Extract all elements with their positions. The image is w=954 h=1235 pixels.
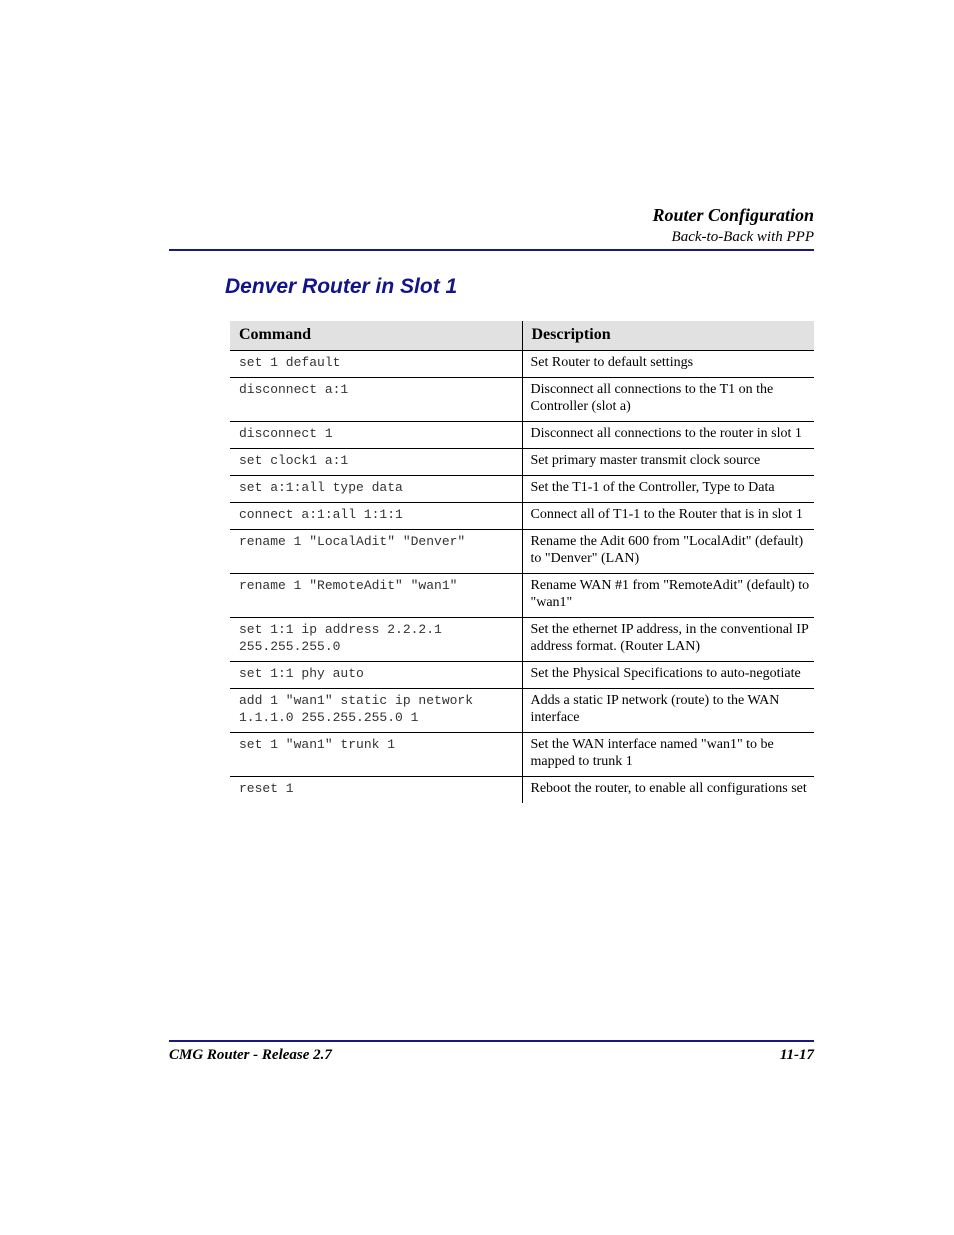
description-cell: Disconnect all connections to the router in slot 1	[522, 422, 814, 449]
header-title: Router Configuration	[652, 205, 814, 225]
command-cell: set 1:1 phy auto	[230, 662, 522, 689]
table-row	[230, 503, 814, 530]
column-header-command: Command	[230, 321, 522, 351]
description-cell: Set the T1-1 of the Controller, Type to Data	[522, 476, 814, 503]
command-cell: add 1 "wan1" static ip network 1.1.1.0 255.255.255.0 1	[230, 689, 522, 733]
column-header-description: Description	[522, 321, 814, 351]
description-cell: Rename WAN #1 from "RemoteAdit" (default) to "wan1"	[522, 574, 814, 618]
command-cell: set a:1:all type data	[230, 476, 522, 503]
footer-rule	[169, 1040, 814, 1042]
command-cell: set clock1 a:1	[230, 449, 522, 476]
description-cell: Set the ethernet IP address, in the conventional IP address format. (Router LAN)	[522, 618, 814, 662]
command-cell: connect a:1:all 1:1:1	[230, 503, 522, 530]
description-cell: Reboot the router, to enable all configurations set	[522, 777, 814, 804]
description-cell: Adds a static IP network (route) to the WAN interface	[522, 689, 814, 733]
command-cell: disconnect 1	[230, 422, 522, 449]
footer-page-number: 11-17	[779, 1047, 814, 1063]
description-cell: Connect all of T1-1 to the Router that is in slot 1	[522, 503, 814, 530]
table-header-row	[230, 321, 814, 351]
table-row	[230, 351, 814, 378]
command-cell: set 1 default	[230, 351, 522, 378]
table-row	[230, 662, 814, 689]
footer-product: CMG Router - Release 2.7	[169, 1047, 332, 1063]
table-row	[230, 618, 814, 662]
description-cell: Set primary master transmit clock source	[522, 449, 814, 476]
header-rule	[169, 249, 814, 251]
command-cell: reset 1	[239, 781, 294, 796]
command-cell: set 1 "wan1" trunk 1	[230, 733, 522, 777]
section-title: Denver Router in Slot 1	[225, 275, 458, 298]
table-row	[230, 449, 814, 476]
table-row	[230, 689, 814, 733]
table-row	[230, 530, 814, 574]
table-row	[230, 378, 814, 422]
description-cell: Rename the Adit 600 from "LocalAdit" (default) to "Denver" (LAN)	[522, 530, 814, 574]
command-cell: disconnect a:1	[230, 378, 522, 422]
command-cell: rename 1 "LocalAdit" "Denver"	[230, 530, 522, 574]
description-cell: Disconnect all connections to the T1 on the Controller (slot a)	[522, 378, 814, 422]
command-cell: rename 1 "RemoteAdit" "wan1"	[230, 574, 522, 618]
table-row	[230, 422, 814, 449]
table-row	[230, 733, 814, 777]
command-table	[230, 321, 814, 803]
table-row	[230, 777, 814, 804]
page-header	[169, 204, 814, 247]
description-cell: Set the Physical Specifications to auto-negotiate	[522, 662, 814, 689]
description-cell: Set the WAN interface named "wan1" to be mapped to trunk 1	[522, 733, 814, 777]
header-subtitle: Back-to-Back with PPP	[671, 229, 814, 245]
table-row	[230, 574, 814, 618]
table-row	[230, 476, 814, 503]
command-cell: set 1:1 ip address 2.2.2.1 255.255.255.0	[230, 618, 522, 662]
description-cell: Set Router to default settings	[522, 351, 814, 378]
